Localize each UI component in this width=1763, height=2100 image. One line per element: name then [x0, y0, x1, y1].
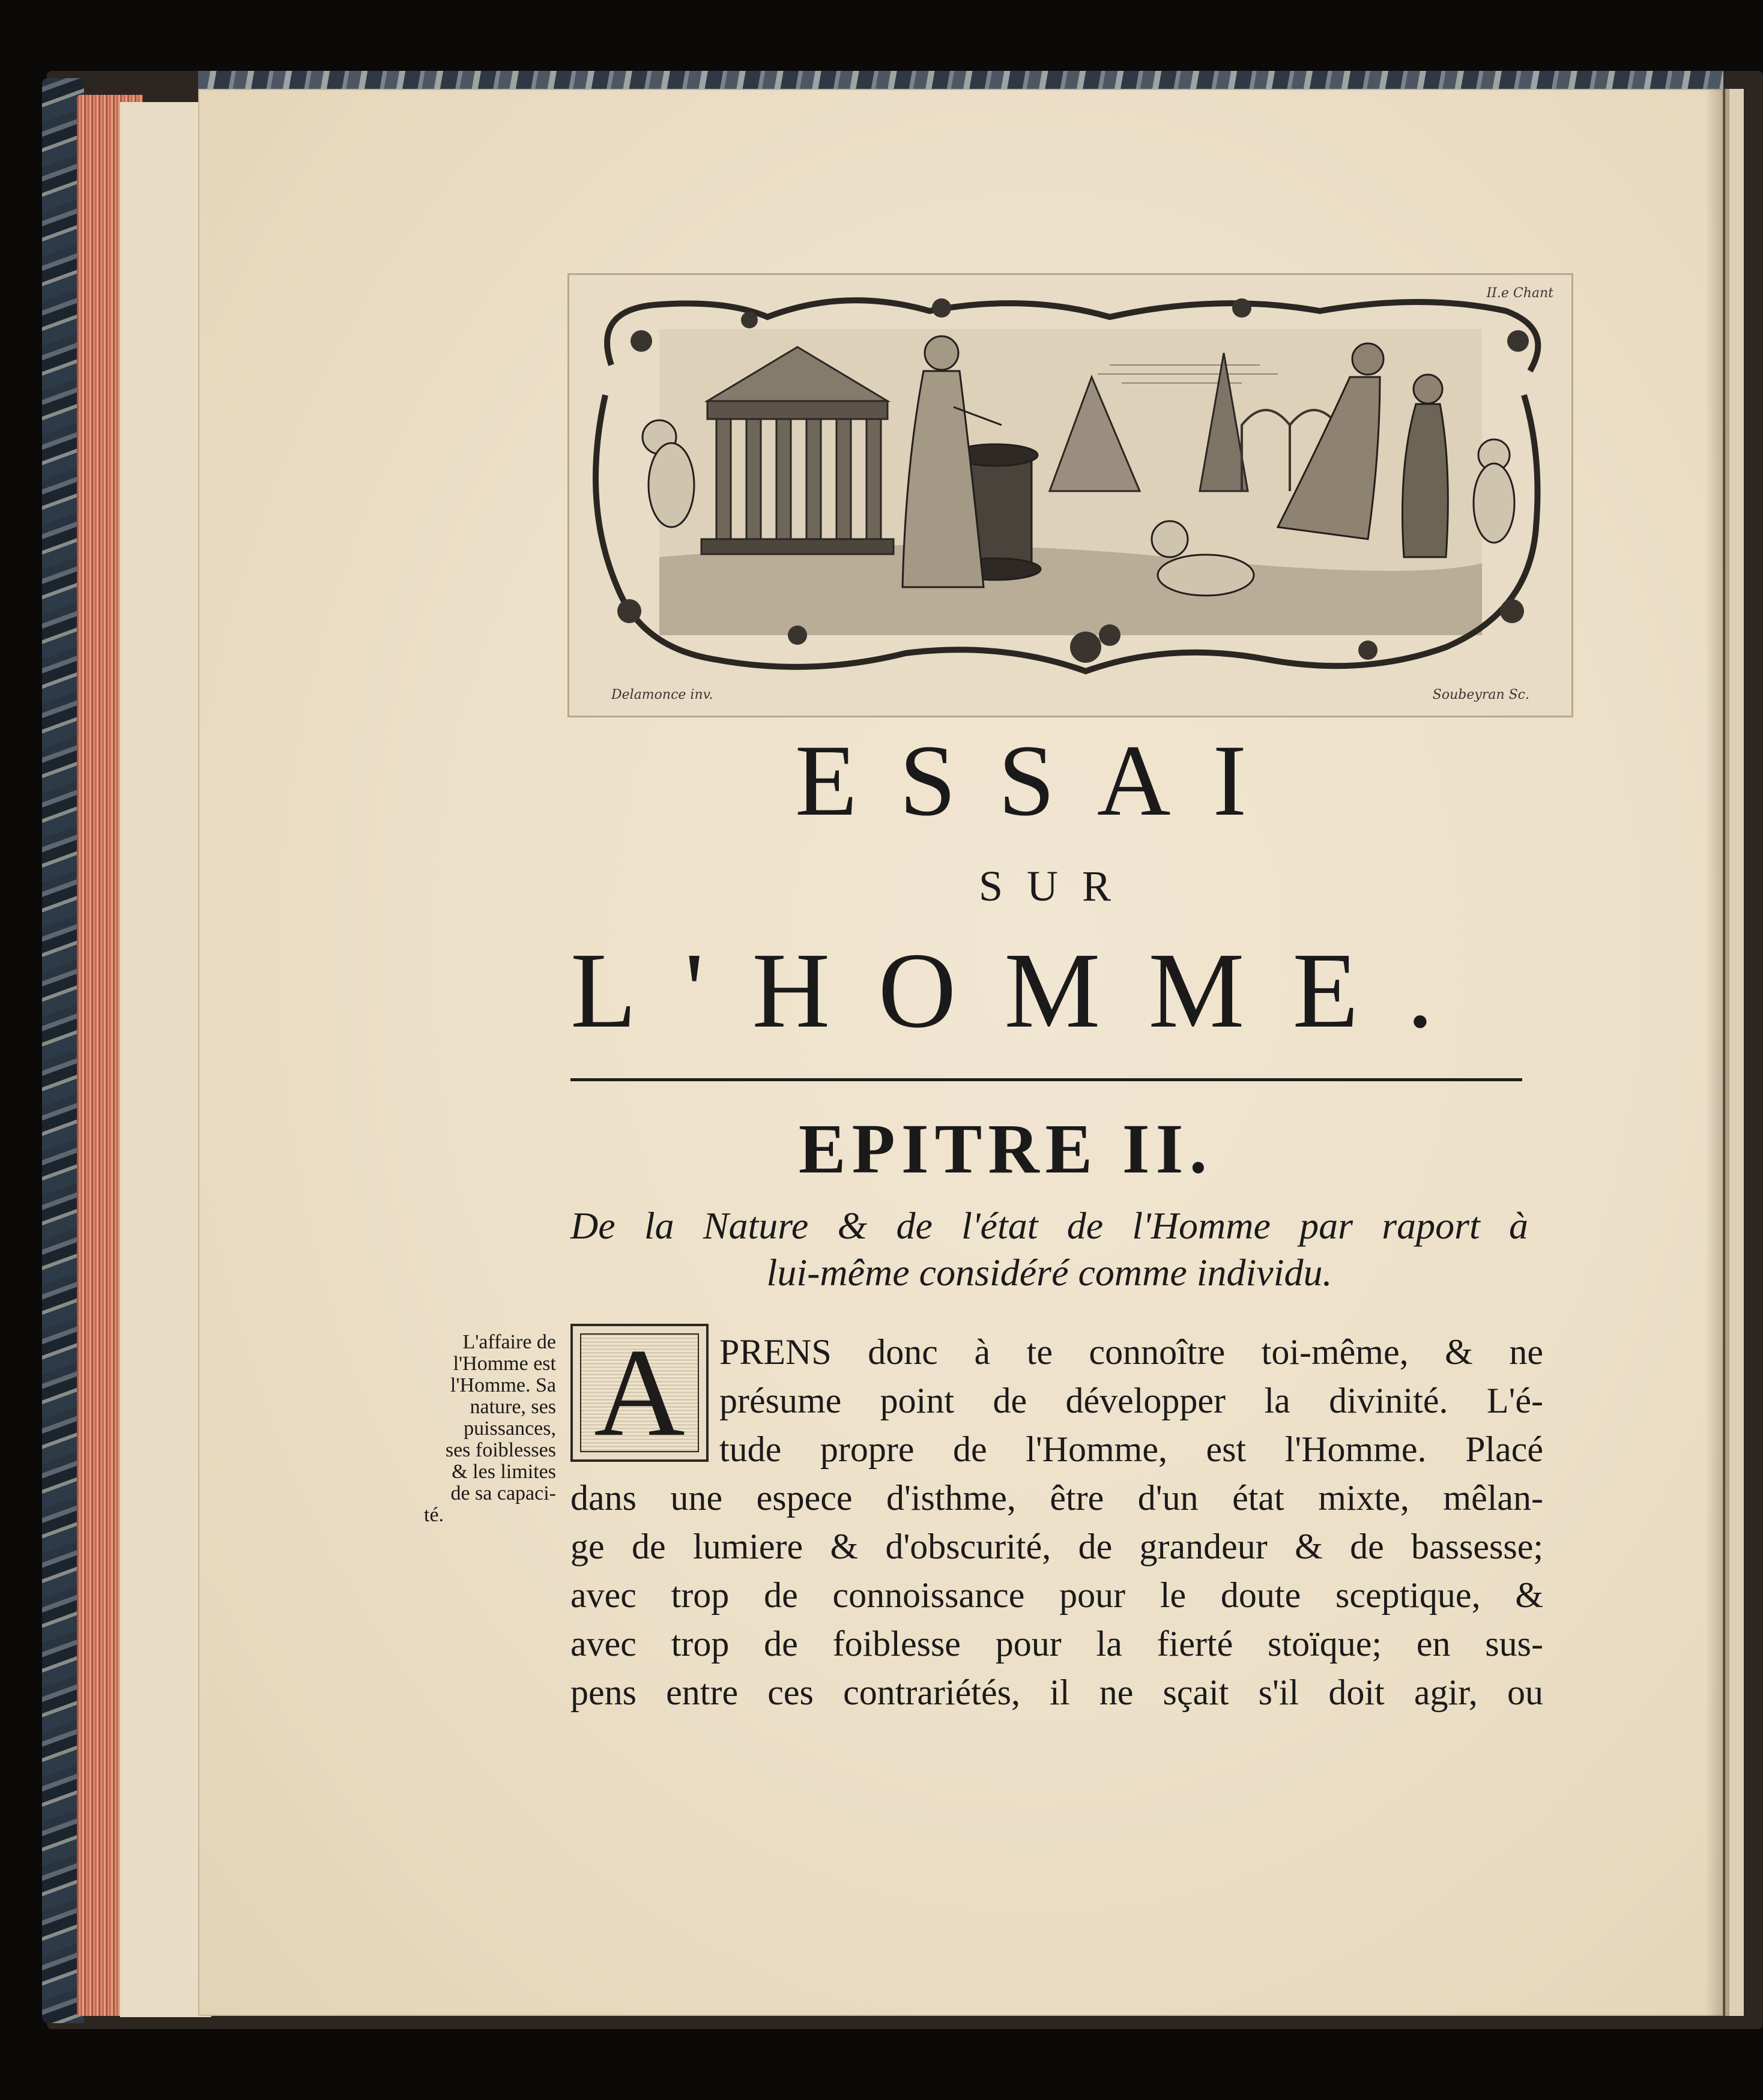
marginal-note-line: puissances, [464, 1417, 556, 1440]
marginal-note-line: L'affaire de [462, 1331, 556, 1353]
epistle-subtitle-line-1: De la Nature & de l'état de l'Homme par raport à [570, 1204, 1528, 1247]
title-homme: L'HOMME. [570, 931, 1482, 1050]
body-text-line: PRENS donc à te connoître toi-même, & ne [719, 1332, 1543, 1372]
title-sur: SUR [978, 862, 1136, 910]
marginal-note-line: ses foiblesses [445, 1439, 556, 1461]
epistle-heading: EPITRE II. [798, 1109, 1214, 1188]
marginal-note-line: nature, ses [470, 1396, 556, 1418]
ornamental-drop-cap [570, 1324, 709, 1462]
body-text-line: présume point de développer la divinité. L'é- [719, 1381, 1543, 1420]
drop-cap-letter: A [594, 1323, 685, 1462]
vignette-illustration [569, 275, 1571, 716]
marginal-note [400, 1332, 556, 1526]
canto-label: II.e Chant [1486, 286, 1553, 301]
body-text-line: pens entre ces contrariétés, il ne sçait s'il doit agir, ou [570, 1673, 1543, 1712]
engraved-vignette [567, 273, 1573, 717]
epistle-subtitle-line-2: lui-même considéré comme individu. [766, 1251, 1332, 1294]
marginal-note-line: & les limites [452, 1461, 556, 1483]
title-essai: ESSAI [794, 724, 1289, 837]
body-text-line: ge de lumiere & d'obscurité, de grandeur & de bassesse; [570, 1527, 1543, 1566]
body-text-line: dans une espece d'isthme, être d'un état mixte, mêlan- [570, 1478, 1543, 1518]
marginal-note-line: l'Homme. Sa [450, 1374, 556, 1396]
body-text-line: tude propre de l'Homme, est l'Homme. Placé [719, 1429, 1543, 1469]
marginal-note-line: l'Homme est [453, 1353, 556, 1375]
engraver-credit: Soubeyran Sc. [1432, 687, 1529, 702]
gutter-shadow [1705, 89, 1729, 2016]
marginal-note-line: de sa capaci- [450, 1482, 556, 1504]
body-text-line: avec trop de foiblesse pour la fierté stoïque; en sus- [570, 1624, 1543, 1664]
title-rule [570, 1078, 1522, 1081]
inventor-credit: Delamonce inv. [611, 687, 713, 702]
marginal-note-line: té. [424, 1504, 444, 1526]
body-text-line: avec trop de connoissance pour le doute sceptique, & [570, 1575, 1543, 1615]
